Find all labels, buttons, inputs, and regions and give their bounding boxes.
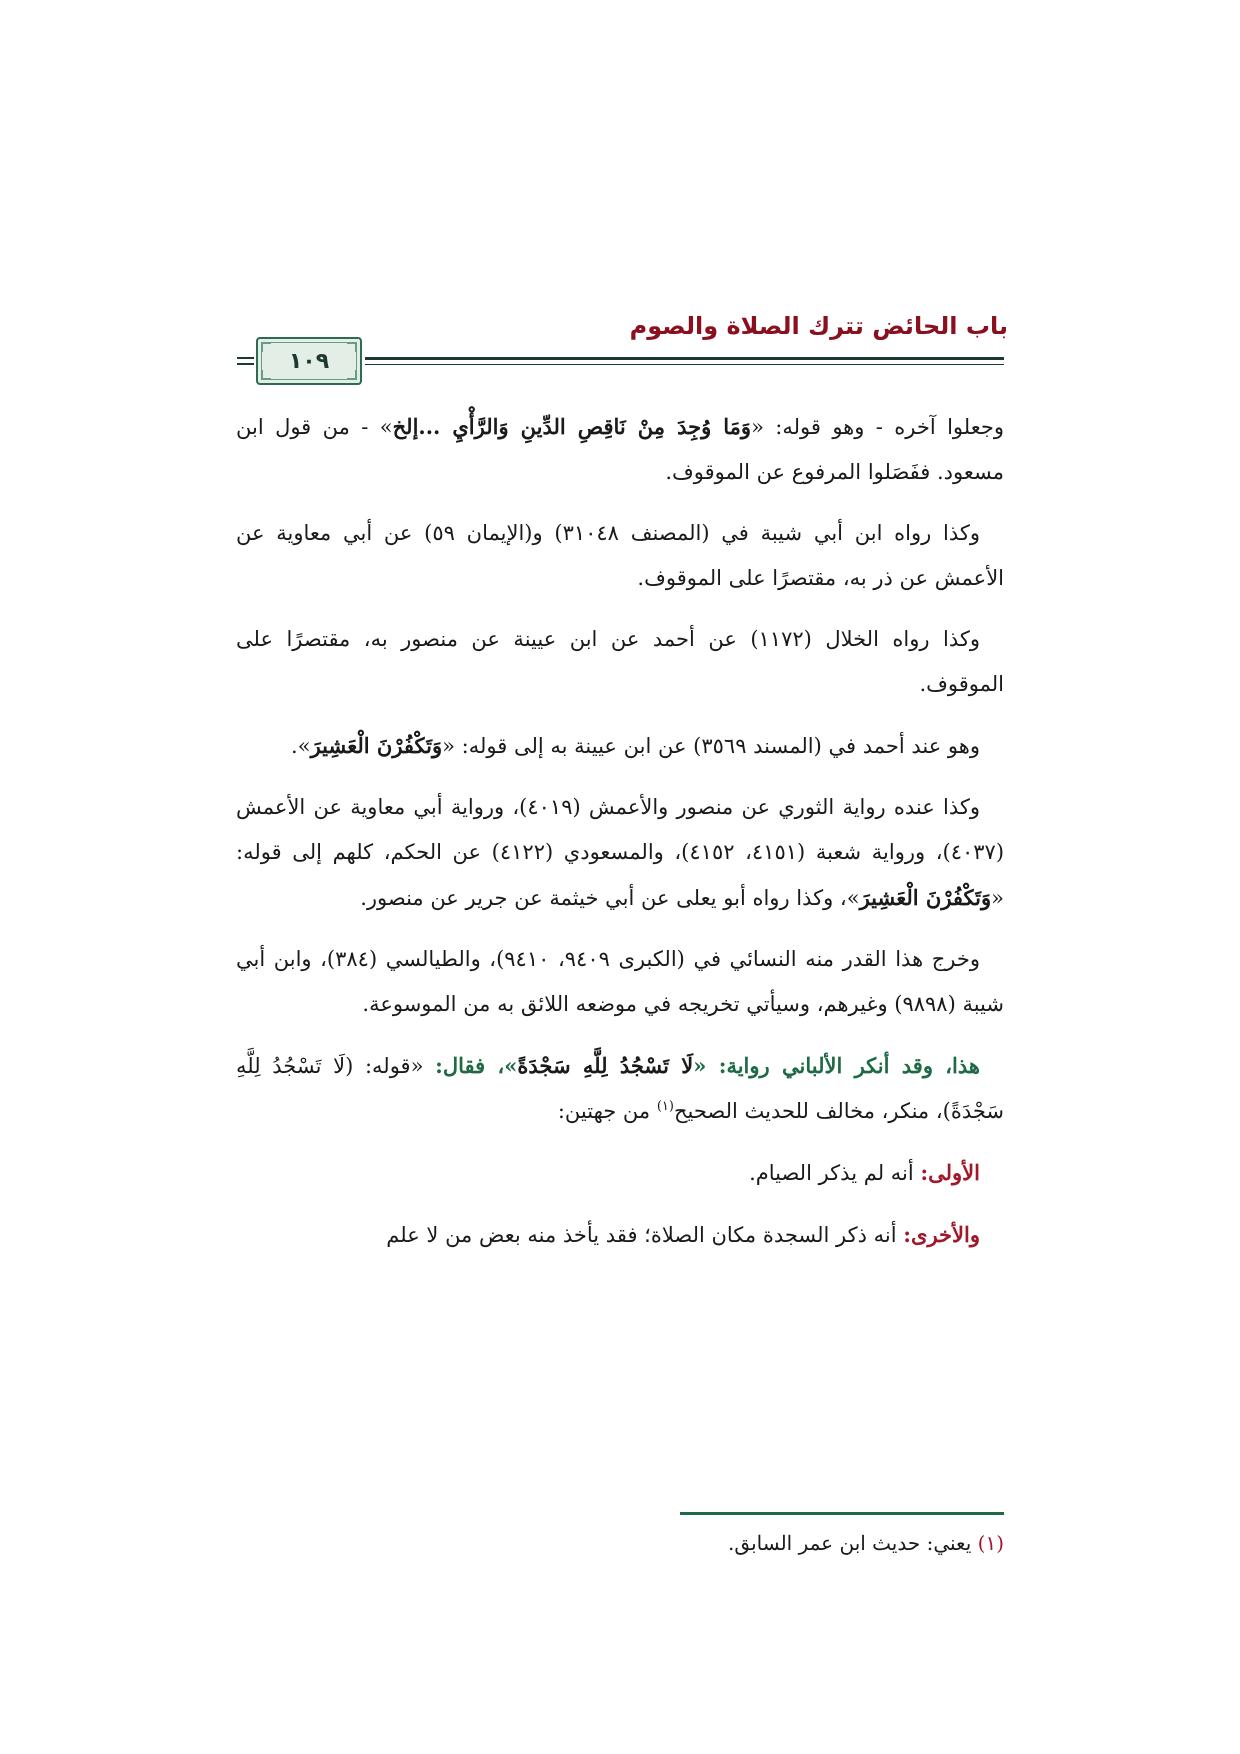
hadith-quote: لَا تَسْجُدُ لِلَّهِ سَجْدَةً xyxy=(517,1053,694,1078)
paragraph-1: وجعلوا آخره - وهو قوله: «وَمَا وُجِدَ مِنْ نَاقِصِ الدِّينِ وَالرَّأْيِ ...إلخ» - من قول ابن مسعود. ففَصَلوا المرفوع عن الموقوف. xyxy=(236,414,1004,484)
paragraph-8: الأولى: أنه لم يذكر الصيام. xyxy=(749,1160,980,1185)
paragraph-3: وكذا رواه الخلال (١١٧٢) عن أحمد عن ابن عيينة عن منصور به، مقتصرًا على الموقوف. xyxy=(236,627,1004,696)
ornament-corner xyxy=(262,370,271,379)
footnote xyxy=(600,1528,1004,1558)
point-label: الأولى: xyxy=(920,1160,980,1185)
hadith-quote: وَتَكْفُرْنَ الْعَشِيرَ xyxy=(859,885,992,910)
footnote-divider xyxy=(680,1512,1004,1515)
paragraph-6: وخرج هذا القدر منه النسائي في (الكبرى ٩٤٠٩، ٩٤١٠)، والطيالسي (٣٨٤)، وابن أبي شيبة (٩٨٩٨) وغيرهم، وسيأتي تخريجه في موضعه اللائق به من الموسوعة. xyxy=(236,947,1004,1016)
hadith-quote: وَتَكْفُرْنَ الْعَشِيرَ xyxy=(310,733,443,758)
paragraph-2: وكذا رواه ابن أبي شيبة في (المصنف ٣١٠٤٨) و(الإيمان ٥٩) عن أبي معاوية عن الأعمش عن ذر به، مقتصرًا على الموقوف. xyxy=(236,521,1004,590)
header-rule-left xyxy=(237,357,254,365)
hadith-quote: وَمَا وُجِدَ مِنْ نَاقِصِ الدِّينِ وَالرَّأْيِ ...إلخ xyxy=(392,414,752,439)
paragraph-5: وكذا عنده رواية الثوري عن منصور والأعمش (٤٠١٩)، ورواية أبي معاوية عن الأعمش (٤٠٣٧)، ورواية شعبة (٤١٥١، ٤١٥٢)، والمسعودي (٤١٢٢) عن الحكم، كلهم إلى قوله: «وَتَكْفُرْنَ الْعَشِيرَ»، وكذا رواه أبو يعلى عن أبي خيثمة عن جرير عن منصور. xyxy=(236,795,1005,910)
paragraph-4: وهو عند أحمد في (المسند ٣٥٦٩) عن ابن عيينة به إلى قوله: «وَتَكْفُرْنَ الْعَشِيرَ». xyxy=(291,733,980,758)
footnote-number: (١) xyxy=(977,1531,1004,1555)
point-label: والأخرى: xyxy=(903,1222,980,1247)
page-number-badge xyxy=(256,337,362,385)
ornament-corner xyxy=(262,343,271,352)
footnote-text: يعني: حديث ابن عمر السابق. xyxy=(728,1531,978,1555)
footnote-ref[interactable]: (١) xyxy=(656,1099,674,1114)
paragraph-7: هذا، وقد أنكر الألباني رواية: «لَا تَسْجُدُ لِلَّهِ سَجْدَةً»، فقال: «قوله: (لَا تَسْجُدُ لِلَّهِ سَجْدَةً)، منكر، مخالف للحديث الصحيح$^{(١)}$ من جهتين: xyxy=(236,1053,1004,1123)
page-number: ١٠٩ xyxy=(288,348,330,374)
header-rule-right xyxy=(365,357,1004,365)
main-text xyxy=(236,404,1004,1274)
ornament-corner xyxy=(347,370,356,379)
ornament-corner xyxy=(347,343,356,352)
running-header: باب الحائض تترك الصلاة والصوم xyxy=(629,312,1008,340)
paragraph-9: والأخرى: أنه ذكر السجدة مكان الصلاة؛ فقد يأخذ منه بعض من لا علم xyxy=(386,1222,980,1247)
